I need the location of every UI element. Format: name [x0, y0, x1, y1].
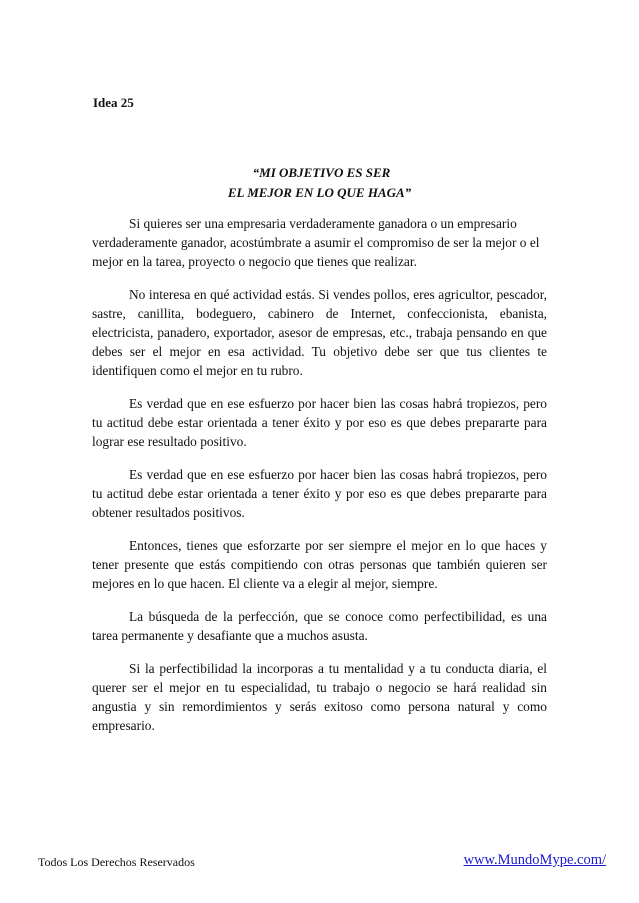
footer-rights: Todos Los Derechos Reservados — [38, 855, 195, 869]
title-line-2: EL MEJOR EN LO QUE HAGA” — [227, 185, 412, 200]
paragraph-2: No interesa en qué actividad estás. Si vendes pollos, eres agricultor, pescador, sastre, canillita, bodeguero, cabinero de Internet, confeccionista, ebanista, electricista, panadero, exportador, asesor de empresas, etc., trabaja pensando en que debes ser el mejor en esa actividad. Tu objetivo debe ser que tus clientes te identifiquen como el mejor en tu rubro. — [92, 287, 547, 378]
paragraph-3: Es verdad que en ese esfuerzo por hacer bien las cosas habrá tropiezos, pero tu actitud debe estar orientada a tener éxito y por eso es que debes prepararte para lograr ese resultado positivo. — [92, 396, 547, 449]
paragraph-6: La búsqueda de la perfección, que se conoce como perfectibilidad, es una tarea permanente y desafiante que a muchos asusta. — [92, 609, 547, 643]
paragraph-4: Es verdad que en ese esfuerzo por hacer bien las cosas habrá tropiezos, pero tu actitud debe estar orientada a tener éxito y por eso es que debes prepararte para obtener resultados positivos. — [92, 467, 547, 520]
title-line-1: “MI OBJETIVO ES SER — [252, 165, 391, 180]
body-text — [92, 214, 547, 749]
footer-link[interactable]: www.MundoMype.com/ — [463, 852, 606, 868]
paragraph-5: Entonces, tienes que esforzarte por ser siempre el mejor en lo que haces y tener presente que estás compitiendo con otras personas que también quieren ser mejores en lo que hacen. El cliente va a elegir al mejor, siempre. — [92, 538, 547, 591]
paragraph-7: Si la perfectibilidad la incorporas a tu mentalidad y a tu conducta diaria, el querer ser el mejor en tu especialidad, tu trabajo o negocio se hará realidad sin angustia y sin remordimientos y serás exitoso como persona natural y como empresario. — [92, 661, 547, 733]
paragraph-1: Si quieres ser una empresaria verdaderamente ganadora o un empresario verdaderamente ganador, acostúmbrate a asumir el compromiso de ser la mejor o el mejor en la tarea, proyecto o negocio que tienes que realizar. — [92, 216, 540, 269]
idea-heading: Idea 25 — [93, 95, 134, 110]
document-title — [0, 163, 639, 203]
